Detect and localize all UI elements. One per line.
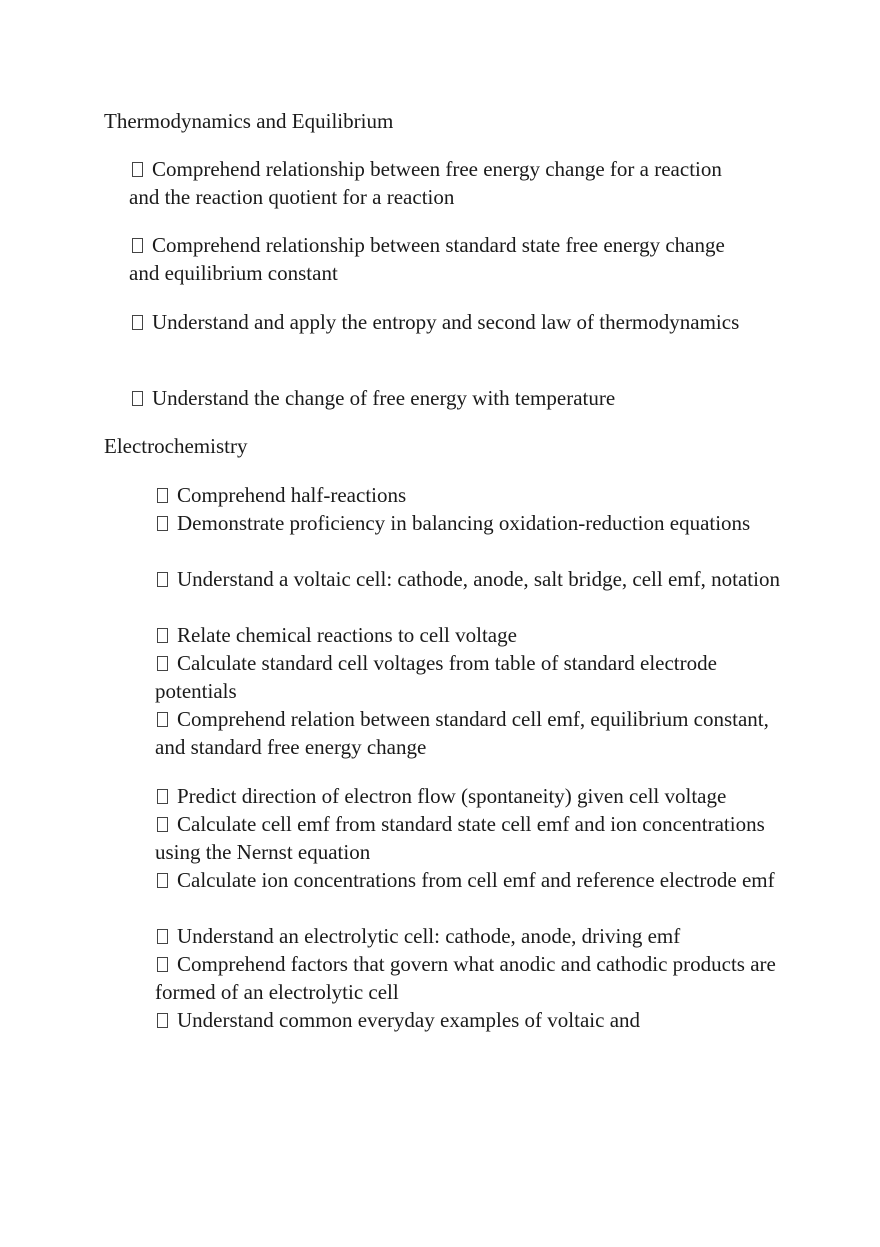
checkbox-bullet-icon [132,391,143,406]
checkbox-bullet-icon [157,656,168,671]
section-heading: Thermodynamics and Equilibrium [104,109,394,133]
checkbox-bullet-icon [157,929,168,944]
checkbox-bullet-icon [157,488,168,503]
list-item-text: Demonstrate proficiency in balancing oxidation-reduction equations [177,511,751,535]
checkbox-bullet-icon [157,789,168,804]
list-item-text: Understand and apply the entropy and second law of thermodynamics [152,310,740,334]
list-item-text: Comprehend relation between standard cell emf, equilibrium constant, and standard free energy change [155,707,769,759]
checkbox-bullet-icon [132,315,143,330]
checkbox-bullet-icon [157,873,168,888]
list-item [155,810,795,866]
list-item-text: Understand the change of free energy with temperature [152,386,616,410]
checkbox-bullet-icon [157,1013,168,1028]
list-item-text: Understand a voltaic cell: cathode, anode, salt bridge, cell emf, notation [177,567,780,591]
list-item [129,231,749,287]
section-heading: Electrochemistry [104,434,248,458]
list-item [155,649,795,705]
checkbox-bullet-icon [132,238,143,253]
list-item-text: Comprehend factors that govern what anodic and cathodic products are formed of an electrolytic cell [155,952,776,1004]
list-item [155,621,795,649]
checkbox-bullet-icon [132,162,143,177]
checkbox-bullet-icon [157,817,168,832]
list-item-text: Comprehend relationship between free energy change for a reaction and the reaction quotient for a reaction [129,157,722,209]
list-item-text: Calculate standard cell voltages from table of standard electrode potentials [155,651,717,703]
list-item [129,155,749,211]
checkbox-bullet-icon [157,628,168,643]
list-item-text: Understand common everyday examples of voltaic and [177,1008,641,1032]
list-item-text: Calculate cell emf from standard state cell emf and ion concentrations using the Nernst equation [155,812,765,864]
list-item [155,481,795,509]
list-item [155,509,795,537]
list-item-text: Calculate ion concentrations from cell emf and reference electrode emf [177,868,775,892]
list-item [155,1006,795,1034]
list-item [155,705,795,761]
list-item [155,565,795,593]
checkbox-bullet-icon [157,712,168,727]
list-item [155,866,795,894]
list-item [155,782,795,810]
list-item [155,922,795,950]
checkbox-bullet-icon [157,516,168,531]
list-item-text: Comprehend relationship between standard state free energy change and equilibrium constant [129,233,725,285]
list-item-text: Understand an electrolytic cell: cathode, anode, driving emf [177,924,681,948]
list-item-text: Predict direction of electron flow (spontaneity) given cell voltage [177,784,727,808]
list-item [129,384,749,412]
list-item-text: Relate chemical reactions to cell voltage [177,623,517,647]
list-item-text: Comprehend half-reactions [177,483,407,507]
checkbox-bullet-icon [157,957,168,972]
list-item [155,950,795,1006]
list-item [129,308,749,336]
checkbox-bullet-icon [157,572,168,587]
